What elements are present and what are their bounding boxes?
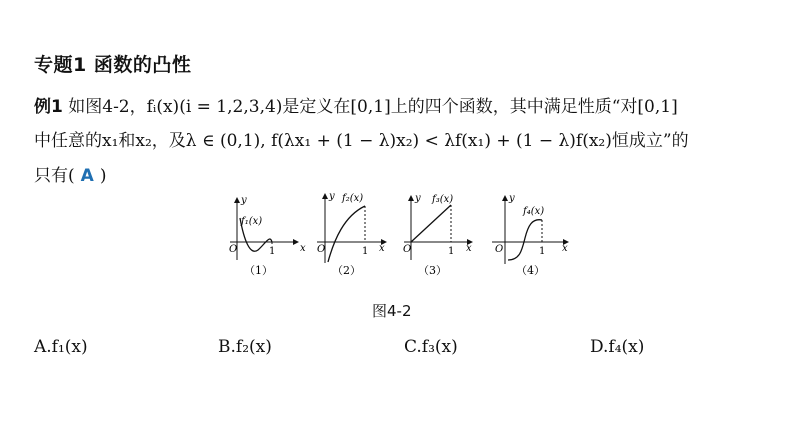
graph-panel-1	[229, 195, 306, 277]
func-label-2: f₂(x)	[342, 193, 364, 204]
origin-label-1: O	[229, 244, 238, 255]
option-a: A.f₁(x)	[34, 337, 88, 357]
figure-caption: 图4-2	[372, 302, 412, 320]
func-label-3: f₃(x)	[432, 194, 454, 205]
tick-one-3: 1	[448, 246, 455, 257]
example-label: 例1	[34, 97, 63, 117]
x-axis-label-4: x	[562, 243, 568, 254]
y-axis-label-2: y	[329, 191, 335, 202]
option-b: B.f₂(x)	[218, 337, 272, 357]
option-d: D.f₄(x)	[590, 337, 645, 357]
answer-text: A	[80, 166, 94, 186]
function-graphs-figure	[220, 188, 580, 283]
graph-panel-3	[403, 193, 472, 277]
func-label-4: f₄(x)	[523, 206, 545, 217]
x-axis-label-2: x	[379, 243, 385, 254]
problem-text-2: 中任意的x₁和x₂，及λ ∈ (0,1), f(λx₁ + (1 − λ)x₂) < λf(x₁) + (1 − λ)f(x₂)恒成立”的	[34, 131, 689, 151]
x-axis-label-3: x	[466, 243, 472, 254]
problem-line-3	[34, 161, 106, 186]
func-label-1: f₁(x)	[241, 216, 263, 227]
x-axis-label-1: x	[300, 243, 306, 254]
graph-panel-2	[317, 191, 386, 277]
option-c: C.f₃(x)	[404, 337, 458, 357]
problem-text-1: 如图4-2，fᵢ(x)(i = 1,2,3,4)是定义在[0,1]上的四个函数，其中满足性质“对[0,1]	[68, 97, 678, 117]
tick-one-1: 1	[269, 246, 276, 257]
panel-number-4: （4）	[516, 264, 545, 277]
tick-one-2: 1	[362, 246, 369, 257]
panel-number-3: （3）	[418, 264, 447, 277]
problem-line-1	[34, 92, 678, 117]
problem-text-3-post: )	[99, 166, 107, 186]
problem-text-3-pre: 只有(	[34, 166, 75, 186]
panel-number-1: （1）	[244, 264, 273, 277]
section-heading: 专题1 函数的凸性	[34, 54, 192, 76]
tick-one-4: 1	[539, 246, 546, 257]
origin-label-3: O	[403, 244, 412, 255]
graph-panel-4	[492, 193, 568, 277]
problem-line-2	[34, 126, 689, 151]
panel-number-2: （2）	[332, 264, 361, 277]
y-axis-label-4: y	[509, 193, 515, 204]
origin-label-4: O	[495, 244, 504, 255]
y-axis-label-1: y	[241, 195, 247, 206]
y-axis-label-3: y	[415, 193, 421, 204]
origin-label-2: O	[317, 244, 326, 255]
